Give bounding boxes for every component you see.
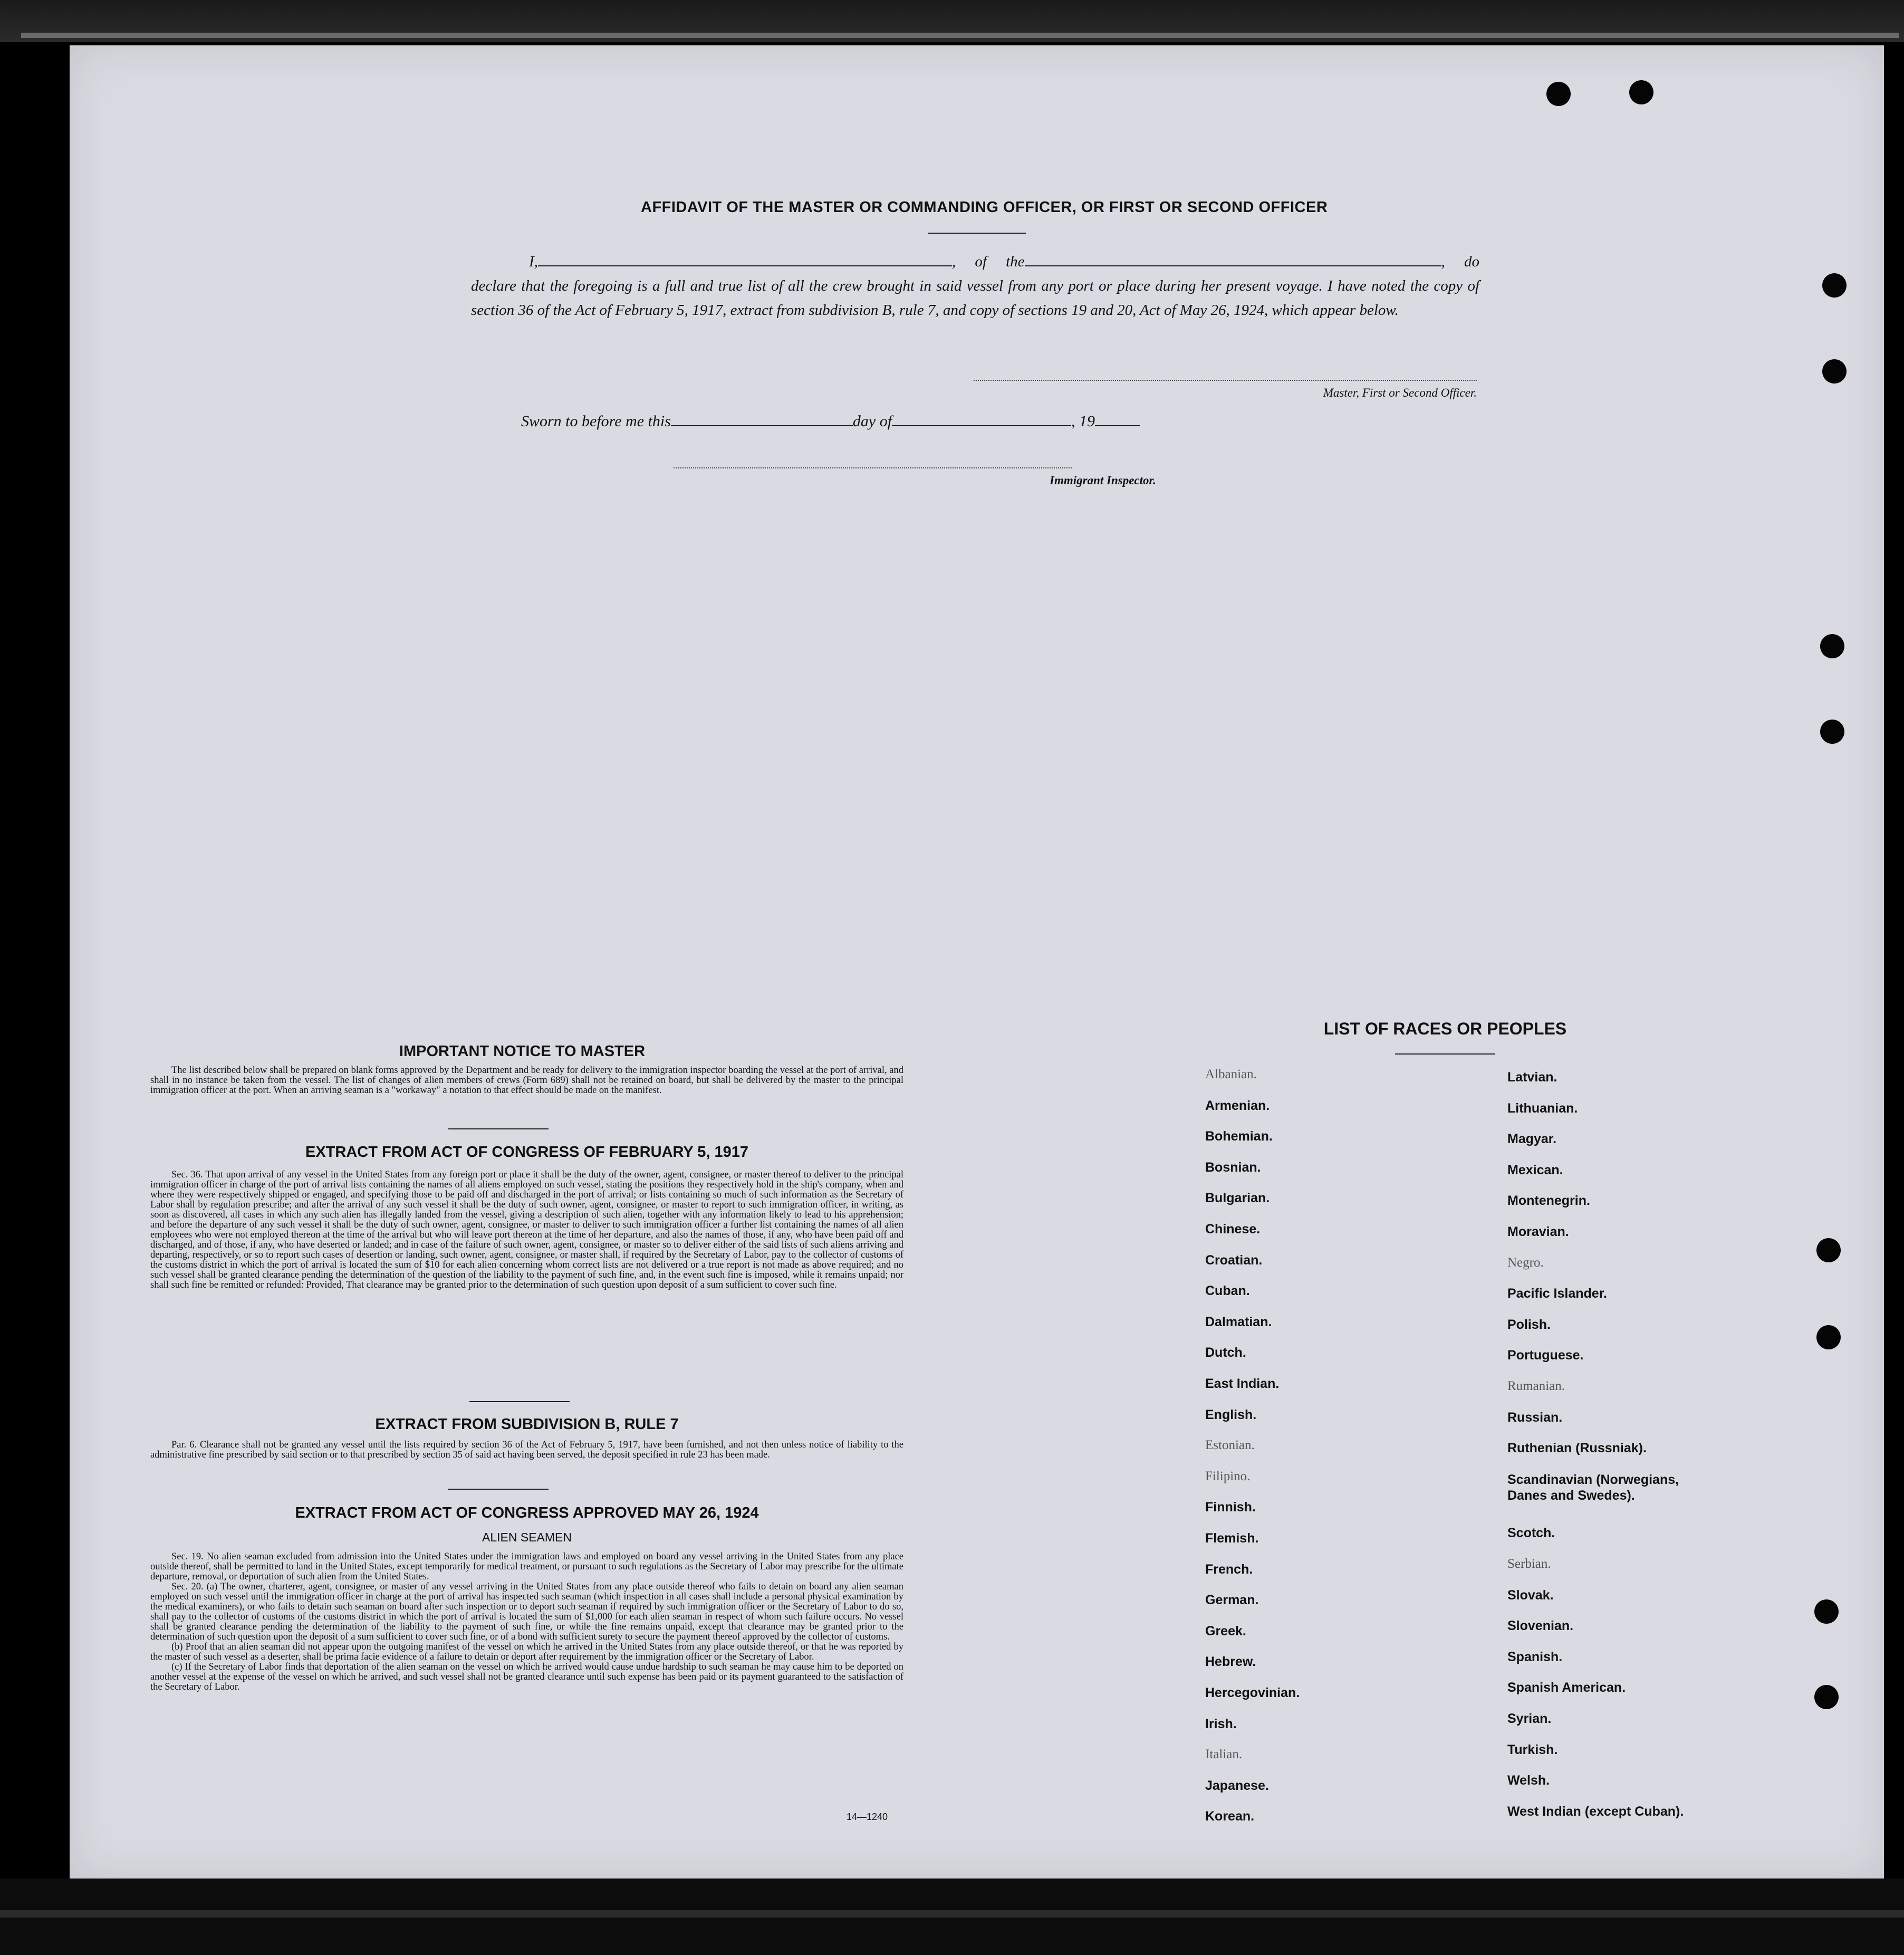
affidavit-do-declare: , do declare	[471, 253, 1479, 294]
race-item: Turkish.	[1507, 1742, 1558, 1757]
race-item: Chinese.	[1205, 1222, 1261, 1237]
race-item: Finnish.	[1205, 1500, 1256, 1515]
race-item: Italian.	[1205, 1747, 1243, 1762]
sec19-text: Sec. 19. No alien seaman excluded from admission into the United States under the immigration laws and employed on board any vessel arriving in the United States from any place outside thereof, shall be permitted to land in the United States, except temporarily for medical treatment, or pursuant to such regulations as the Secretary of Labor may prescribe for the ultimate departure, removal, or deportation of such alien from the United States.	[150, 1551, 903, 1582]
race-item: East Indian.	[1205, 1376, 1280, 1391]
race-item: Pacific Islander.	[1507, 1286, 1607, 1301]
race-item: English.	[1205, 1407, 1257, 1422]
race-item: Montenegrin.	[1507, 1193, 1590, 1209]
race-item: Welsh.	[1507, 1773, 1550, 1788]
race-item: Ruthenian (Russniak).	[1507, 1441, 1647, 1456]
race-item: Flemish.	[1205, 1531, 1259, 1546]
punch-hole	[1814, 1599, 1839, 1624]
extract-rule7-body: Par. 6. Clearance shall not be granted any vessel until the lists required by section 36 of the Act of February 5, 1917, have been furnished, and not then unless notice of liability to the administrative fine prescribed by said section or to that prescribed by section 35 of said act having been served, the deposit specified in rule 23 has been made.	[150, 1440, 903, 1460]
affidavit-i: I,	[529, 253, 538, 270]
race-item: Hebrew.	[1205, 1654, 1256, 1670]
race-item: French.	[1205, 1561, 1253, 1577]
race-item: Croatian.	[1205, 1252, 1263, 1268]
extract-1924-title: EXTRACT FROM ACT OF CONGRESS APPROVED MAY 26, 1924	[295, 1504, 759, 1521]
race-item: Moravian.	[1507, 1224, 1569, 1239]
sworn-line	[521, 411, 1140, 430]
race-item: Korean.	[1205, 1809, 1255, 1824]
race-item: Albanian.	[1205, 1067, 1257, 1081]
title-divider	[928, 233, 1026, 234]
race-item: Dutch.	[1205, 1345, 1246, 1360]
race-item: Portuguese.	[1507, 1348, 1584, 1363]
section-divider	[469, 1401, 570, 1402]
extract-1917-body: Sec. 36. That upon arrival of any vessel in the United States from any foreign port or place it shall be the duty of the owner, agent, consignee, or master thereof to deliver to the principal immigration officer in charge of the port of arrival lists containing the names of all aliens employed on such vessel, stating the positions they respectively hold in the ship's company, when and where they were respectively shipped or engaged, and specifying those to be paid off and discharged in the port of arrival; or lists containing so much of such information as the Secretary of Labor shall by regulation prescribe; and after the arrival of any such vessel it shall be the duty of such owner, agent, consignee, or master to report to such immigration officer, in writing, as soon as discovered, all cases in which any such alien has illegally landed from the vessel, giving a description of such alien, together with any information likely to lead to his apprehension; and before the departure of any such vessel it shall be the duty of such owner, agent, consignee, or master to deliver to such immigration officer a further list containing the names of all alien employees who were not employed thereon at the time of the arrival but who will leave port thereon at the time of her departure, and also the names of those, if any, who have been paid off and discharged, and of those, if any, who have deserted or landed; and in case of the failure of such owner, agent, consignee, or master so to deliver either of the said lists of such aliens arriving and departing, respectively, or so to report such cases of desertion or landing, such owner, agent, consignee, or master shall, if required by the Secretary of Labor, pay to the collector of customs of the customs district in which the port of arrival is located the sum of $10 for each alien concerning whom correct lists are not delivered or a true report is not made as above required; and no such vessel shall be granted clearance pending the determination of the question of the liability to the payment of such fine, and, in the event such fine is imposed, while it remains unpaid; nor shall such fine be remitted or refunded: Provided, That clearance may be granted prior to the determination of such question upon deposit of a sum sufficient to cover such fine.	[150, 1170, 903, 1290]
form-number: 14—1240	[847, 1812, 888, 1822]
race-item: Bosnian.	[1205, 1159, 1261, 1175]
affidavit-body-text: that the foregoing is a full and true list of all the crew brought in said vessel from any port or place during her present voyage. I have noted the copy of section 36 of the Act of February 5, 1917, extract from subdivision B, rule 7, and copy of sections 19 and 20, Act of May 26, 1924, which appear below.	[471, 277, 1479, 319]
race-item: Scotch.	[1507, 1526, 1555, 1541]
sec20c-text: (c) If the Secretary of Labor finds that deportation of the alien seaman on the vessel on which he arrived would cause undue hardship to such seaman he may cause him to be deported on another vessel at the expense of the vessel on which he arrived, and such vessel shall not be granted clearance until such expense has been paid or its payment guaranteed to the satisfaction of the Secretary of Labor.	[150, 1662, 903, 1692]
sec20a-text: Sec. 20. (a) The owner, charterer, agent, consignee, or master of any vessel arriving in the United States from any place outside thereof who fails to detain on board any alien seaman employed on such vessel until the immigration officer in charge at the port of arrival has inspected such seaman (which inspection in all cases shall include a personal physical examination by the medical examiners), or who fails to detain such seaman on board after such inspection or to deport such seaman if required by such immigration officer or the Secretary of Labor to do so, shall pay to the collector of customs of the customs district in which the port of arrival is located the sum of $1,000 for each alien seaman in respect of whom such failure occurs. No vessel shall be granted clearance pending the determination of the liability to the payment of such fine, or while the fine remains unpaid, except that clearance may be granted prior to the determination of such question upon the deposit of a sum sufficient to cover such fine, or of a bond with sufficient surety to secure the payment thereof approved by the collector of customs.	[150, 1582, 903, 1642]
affidavit-title: AFFIDAVIT OF THE MASTER OR COMMANDING OFFICER, OR FIRST OR SECOND OFFICER	[641, 199, 1328, 216]
sec20b-text: (b) Proof that an alien seaman did not appear upon the outgoing manifest of the vessel on which he arrived in the United States from any place outside thereof, or that he was reported by the master of such vessel as a deserter, shall be prima facie evidence of a failure to detain or deport after requirement by the immigration officer or the Secretary of Labor.	[150, 1642, 903, 1662]
race-item: Spanish.	[1507, 1649, 1563, 1664]
race-item: Syrian.	[1507, 1711, 1552, 1726]
races-title: LIST OF RACES OR PEOPLES	[1323, 1019, 1567, 1038]
race-item: West Indian (except Cuban).	[1507, 1804, 1684, 1819]
race-item: Lithuanian.	[1507, 1100, 1578, 1116]
race-item: Russian.	[1507, 1410, 1563, 1425]
sworn-year: , 19	[1071, 413, 1095, 430]
punch-hole	[1820, 634, 1844, 658]
month-blank[interactable]	[892, 411, 1071, 426]
race-item: Armenian.	[1205, 1098, 1270, 1113]
scan-bottom-border	[0, 1879, 1904, 1955]
race-item: Slovenian.	[1507, 1618, 1574, 1634]
race-item: Mexican.	[1507, 1162, 1563, 1177]
race-item: Latvian.	[1507, 1070, 1557, 1085]
race-item: Greek.	[1205, 1623, 1246, 1638]
name-blank[interactable]	[538, 252, 952, 266]
race-item: Slovak.	[1507, 1587, 1554, 1603]
notice-title: IMPORTANT NOTICE TO MASTER	[399, 1043, 646, 1060]
extract-rule7-title: EXTRACT FROM SUBDIVISION B, RULE 7	[375, 1416, 679, 1433]
race-item: Bohemian.	[1205, 1129, 1273, 1144]
affidavit-declaration	[471, 250, 1479, 322]
section-divider	[448, 1128, 549, 1129]
race-item: Scandinavian (Norwegians, Danes and Swedes).	[1507, 1472, 1679, 1503]
extract-1917-title: EXTRACT FROM ACT OF CONGRESS OF FEBRUARY 5, 1917	[305, 1144, 749, 1161]
affidavit-of-the: , of the	[951, 253, 1025, 270]
race-item: German.	[1205, 1593, 1259, 1608]
alien-seamen-subtitle: ALIEN SEAMEN	[482, 1530, 572, 1544]
race-item: Irish.	[1205, 1716, 1237, 1731]
vessel-blank[interactable]	[1025, 252, 1441, 266]
notice-body: The list described below shall be prepared on blank forms approved by the Department and be ready for delivery to the immigration inspector boarding the vessel at the port of arrival, and shall in no instance be taken from the vessel. The list of changes of alien members of crews (Form 689) shall not be retained on board, but shall be delivered by the master to the principal immigration officer at the port. When an arriving seaman is a "workaway" a notation to that effect should be made on the manifest.	[150, 1065, 903, 1096]
master-signature-label: Master, First or Second Officer.	[1323, 386, 1477, 399]
section-divider	[448, 1489, 549, 1490]
inspector-signature-label: Immigrant Inspector.	[1050, 474, 1156, 487]
sworn-day-of: day of	[852, 413, 892, 430]
punch-hole	[1816, 1238, 1841, 1262]
punch-hole	[1546, 82, 1571, 106]
race-item: Japanese.	[1205, 1778, 1269, 1793]
race-item: Bulgarian.	[1205, 1191, 1270, 1206]
race-item: Spanish American.	[1507, 1680, 1626, 1695]
punch-hole	[1822, 273, 1847, 298]
race-item: Negro.	[1507, 1255, 1544, 1270]
race-item: Polish.	[1507, 1317, 1551, 1332]
races-divider	[1395, 1053, 1495, 1055]
inspector-signature-line[interactable]	[674, 467, 1072, 468]
race-item: Estonian.	[1205, 1438, 1255, 1453]
race-item: Serbian.	[1507, 1556, 1551, 1571]
punch-hole	[1820, 720, 1844, 744]
extract-1924-body	[150, 1552, 903, 1692]
scan-top-border	[0, 0, 1904, 42]
punch-hole	[1814, 1685, 1839, 1709]
race-item: Filipino.	[1205, 1469, 1251, 1483]
race-item: Hercegovinian.	[1205, 1685, 1300, 1700]
punch-hole	[1816, 1325, 1841, 1349]
punch-hole	[1629, 80, 1653, 104]
race-item: Cuban.	[1205, 1283, 1250, 1299]
day-blank[interactable]	[671, 411, 853, 426]
race-item: Rumanian.	[1507, 1379, 1565, 1393]
race-item: Dalmatian.	[1205, 1314, 1272, 1329]
punch-hole	[1822, 359, 1847, 384]
sworn-prefix: Sworn to before me this	[521, 413, 671, 430]
master-signature-line[interactable]	[974, 380, 1477, 381]
year-blank[interactable]	[1095, 411, 1140, 426]
race-item: Magyar.	[1507, 1132, 1557, 1147]
